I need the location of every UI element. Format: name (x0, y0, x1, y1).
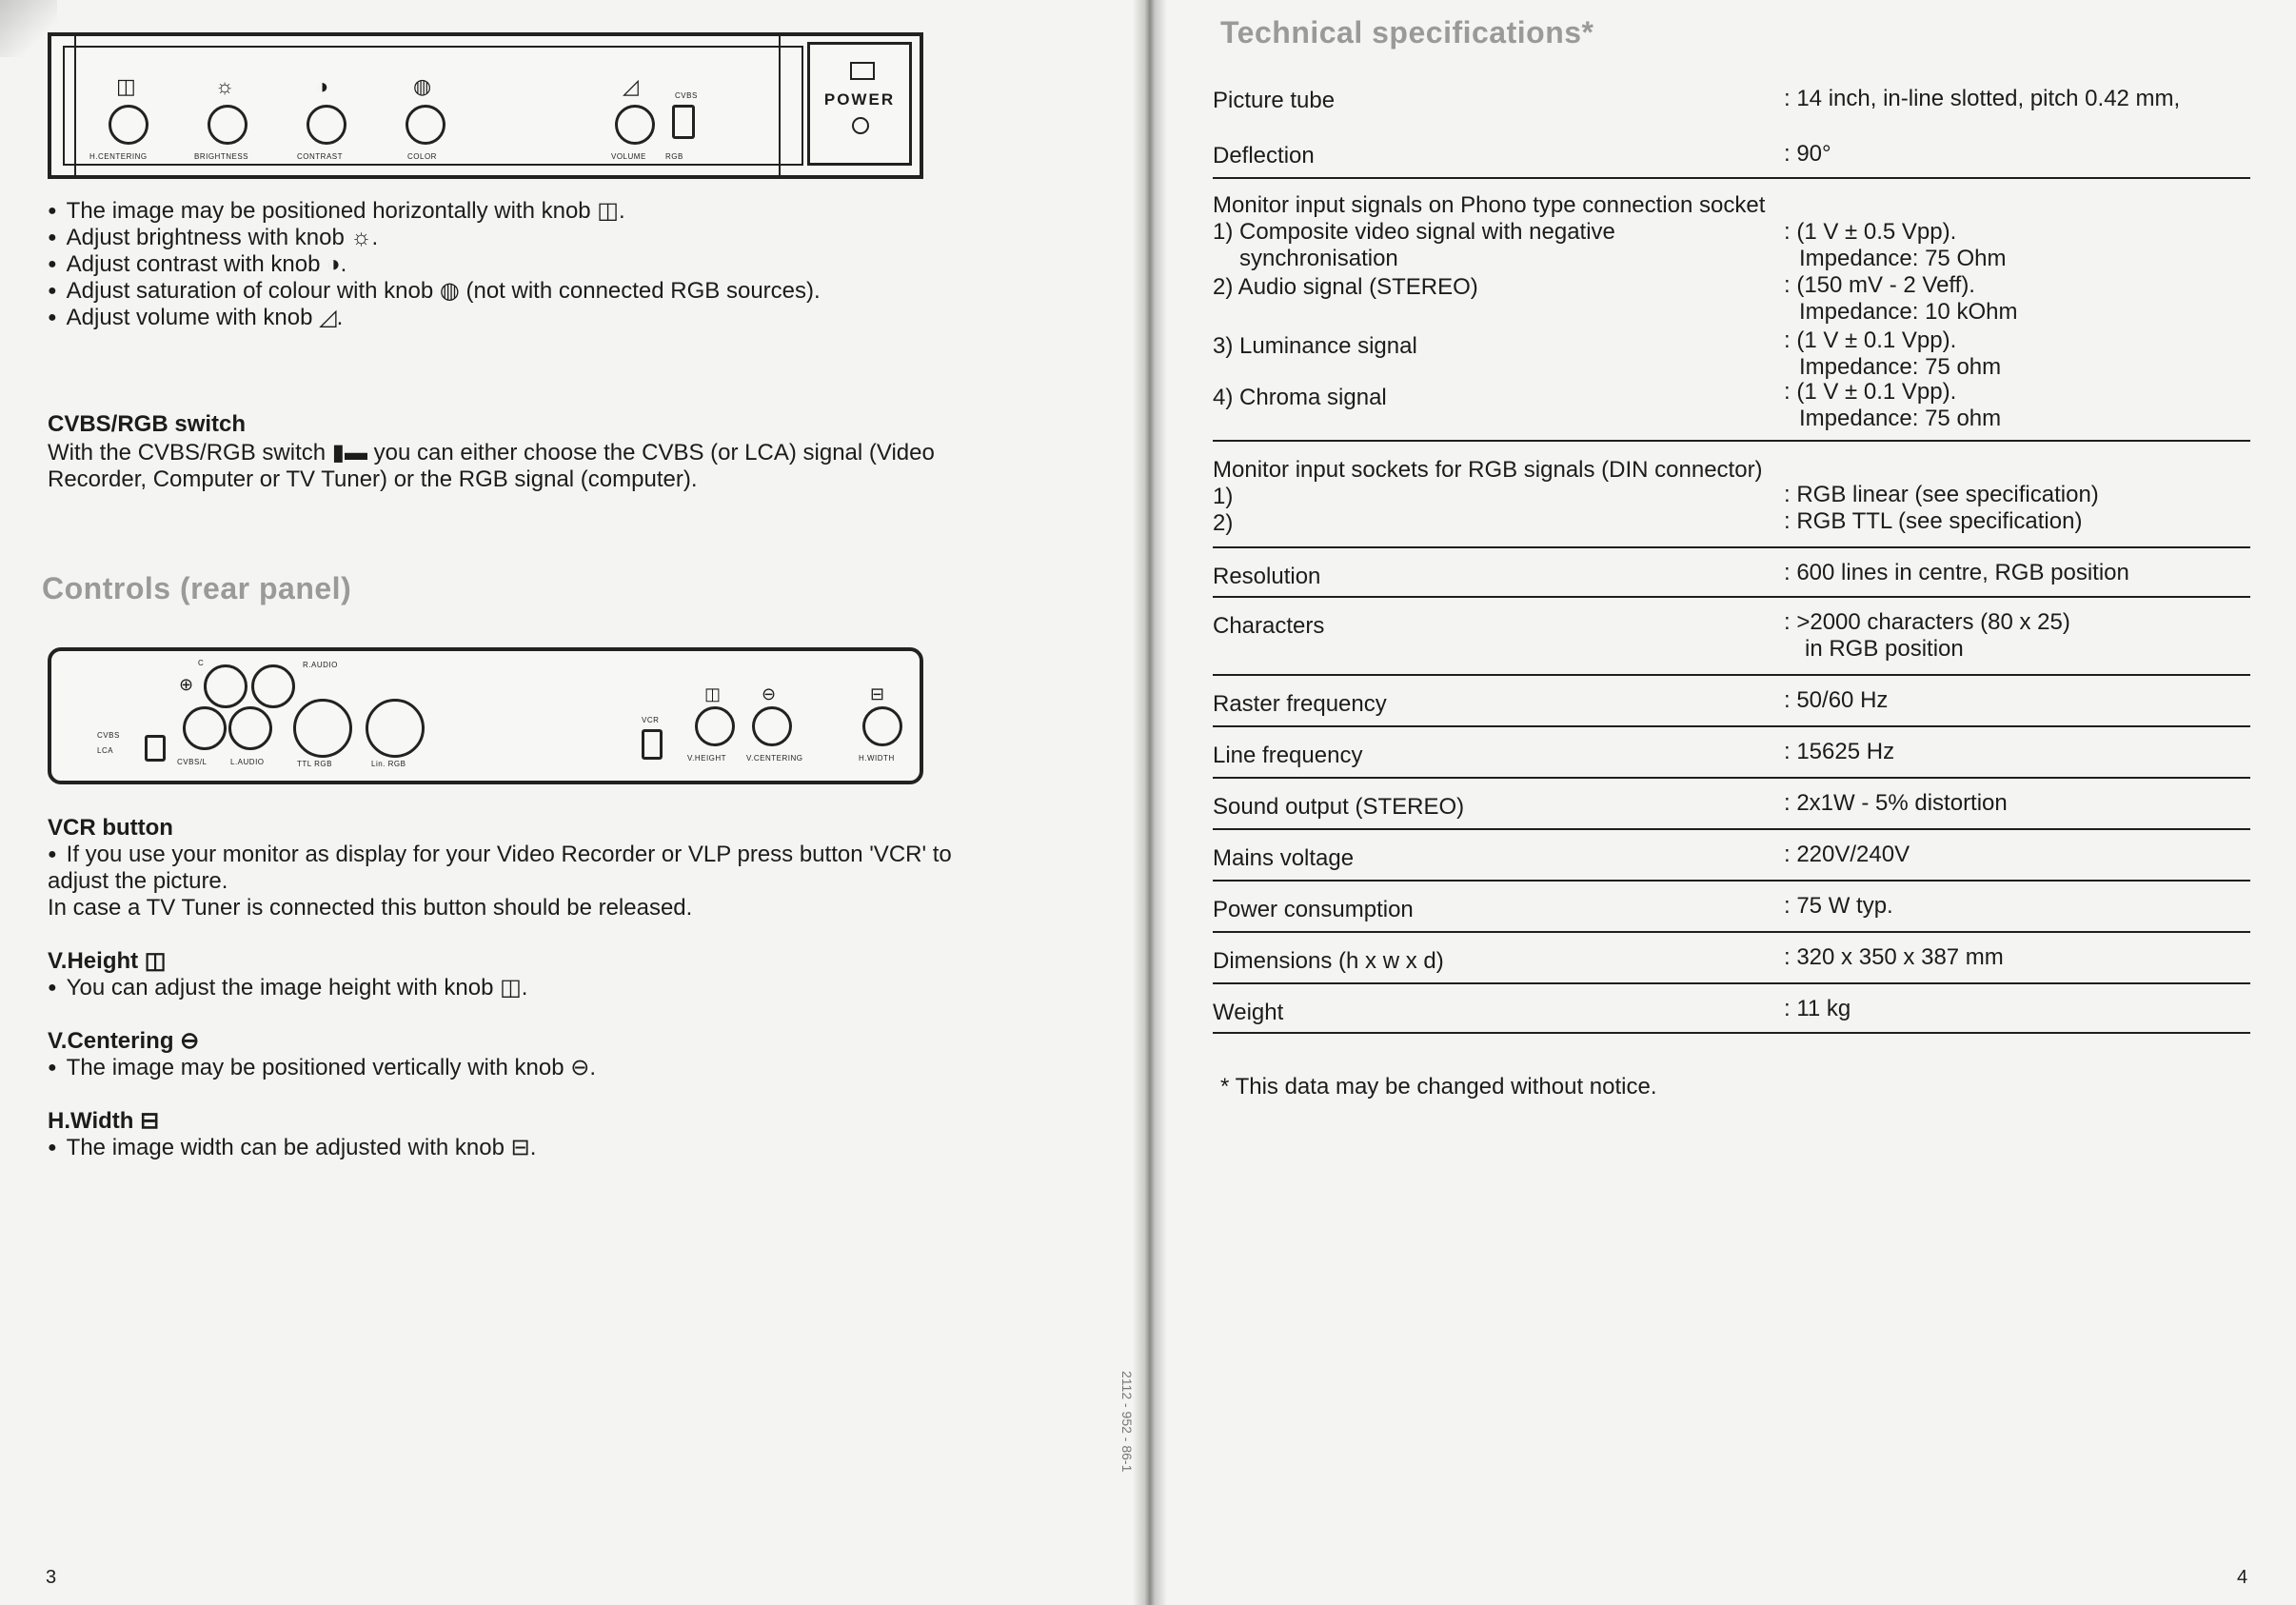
v-centering-knob (752, 706, 792, 746)
rear-label-cvbs: CVBS (97, 731, 120, 740)
spec-picture-tube-value: : 14 inch, in-line slotted, pitch 0.42 mm, (1784, 86, 2181, 111)
spec-characters-value-2: in RGB position (1805, 636, 1964, 662)
spec-line-freq-value: : 15625 Hz (1784, 739, 1895, 764)
rear-label-vcr: VCR (642, 716, 660, 724)
color-icon: ◍ (413, 74, 432, 98)
l-audio-socket (228, 706, 272, 750)
power-button-icon (852, 117, 869, 134)
chroma-icon: ⊕ (179, 675, 194, 694)
front-label-rgb: RGB (665, 152, 683, 161)
v-height-text: ● You can adjust the image height with knob ◫. (48, 975, 1095, 1004)
phono-1-key-2: synchronisation (1239, 246, 1398, 271)
rear-label-cvbs-l: CVBS/L (177, 758, 208, 766)
din-1-value: : RGB linear (see specification) (1784, 482, 2099, 507)
spec-resolution-key: Resolution (1213, 564, 1321, 589)
front-panel-right-edge (779, 36, 803, 175)
spec-rule (1213, 1032, 2250, 1034)
spec-rule (1213, 546, 2250, 548)
color-knob (406, 105, 445, 145)
spec-characters-key: Characters (1213, 613, 1325, 639)
vcr-text-2: adjust the picture. (48, 868, 228, 894)
rear-label-ttl-rgb: TTL RGB (297, 760, 332, 768)
contrast-icon: ◑ (316, 74, 329, 98)
rear-label-r-audio: R.AUDIO (303, 661, 338, 669)
vcr-text-3: In case a TV Tuner is connected this button should be released. (48, 895, 693, 921)
spec-rule (1213, 828, 2250, 830)
phono-2-value-2: Impedance: 10 kOhm (1799, 299, 2018, 325)
spec-dimensions-value: : 320 x 350 x 387 mm (1784, 944, 2004, 970)
front-label-brightness: BRIGHTNESS (194, 152, 249, 161)
spec-rule (1213, 440, 2250, 442)
page-number-left: 3 (46, 1567, 57, 1588)
phono-2-key: 2) Audio signal (STEREO) (1213, 274, 1478, 300)
brightness-icon: ☼ (215, 74, 235, 98)
cvbs-lca-switch (145, 735, 166, 762)
h-width-text: ● The image width can be adjusted with knob ⊟. (48, 1135, 1095, 1164)
spec-weight-key: Weight (1213, 1000, 1284, 1025)
h-width-icon: ⊟ (870, 684, 885, 703)
footnote: * This data may be changed without notice. (1220, 1074, 1657, 1100)
controls-rear-panel-title: Controls (rear panel) (42, 571, 352, 605)
cvbs-rgb-switch (672, 105, 695, 139)
brightness-knob (208, 105, 247, 145)
power-label: POWER (823, 90, 896, 109)
front-label-h-centering: H.CENTERING (89, 152, 148, 161)
front-label-contrast: CONTRAST (297, 152, 343, 161)
h-centering-knob (109, 105, 148, 145)
rear-label-lin-rgb: Lin. RGB (371, 760, 406, 768)
din-2-value: : RGB TTL (see specification) (1784, 508, 2083, 534)
din-2-key: 2) (1213, 510, 1234, 536)
h-width-knob (862, 706, 902, 746)
spec-sound-key: Sound output (STEREO) (1213, 794, 1465, 820)
phono-2-value: : (150 mV - 2 Veff). (1784, 272, 1975, 298)
rear-label-v-height: V.HEIGHT (687, 754, 727, 763)
spec-rule (1213, 777, 2250, 779)
phono-3-value-2: Impedance: 75 ohm (1799, 354, 2002, 380)
spec-dimensions-key: Dimensions (h x w x d) (1213, 948, 1444, 974)
cvbs-rgb-heading: CVBS/RGB switch (48, 411, 247, 437)
contrast-knob (307, 105, 346, 145)
spec-mains-key: Mains voltage (1213, 845, 1355, 871)
spec-resolution-value: : 600 lines in centre, RGB position (1784, 560, 2129, 585)
spec-power-value: : 75 W typ. (1784, 893, 1893, 919)
cvbs-rgb-text-2: Recorder, Computer or TV Tuner) or the RGB signal (computer). (48, 466, 698, 492)
h-width-heading: H.Width ⊟ (48, 1108, 160, 1134)
rear-label-lca: LCA (97, 746, 114, 755)
spec-rule (1213, 880, 2250, 882)
spec-picture-tube-key: Picture tube (1213, 88, 1336, 113)
phono-1-value: : (1 V ± 0.5 Vpp). (1784, 219, 1957, 245)
chroma-socket (204, 664, 247, 708)
spec-raster-key: Raster frequency (1213, 691, 1387, 717)
phono-4-value-2: Impedance: 75 ohm (1799, 406, 2002, 431)
phono-4-value: : (1 V ± 0.1 Vpp). (1784, 379, 1957, 405)
page-number-right: 4 (2237, 1567, 2248, 1588)
spec-rule (1213, 177, 2250, 179)
rear-panel-diagram (48, 647, 923, 784)
vcr-text-1: ● If you use your monitor as display for your Video Recorder or VLP press button 'VCR' to (48, 842, 1095, 871)
v-centering-heading: V.Centering ⊖ (48, 1028, 200, 1054)
volume-knob (615, 105, 655, 145)
rear-label-l-audio: L.AUDIO (230, 758, 265, 766)
bullet-h-centering: ● The image may be positioned horizontally with knob ◫. (48, 198, 1095, 228)
front-label-volume: VOLUME (611, 152, 646, 161)
v-centering-text: ● The image may be positioned vertically with knob ⊖. (48, 1055, 1095, 1084)
spec-sound-value: : 2x1W - 5% distortion (1784, 790, 2008, 816)
spec-mains-value: : 220V/240V (1784, 842, 1910, 867)
vcr-button-heading: VCR button (48, 815, 173, 841)
cvbs-l-socket (183, 706, 227, 750)
r-audio-socket (251, 664, 295, 708)
spec-deflection-key: Deflection (1213, 143, 1315, 168)
book-gutter (1133, 0, 1167, 1605)
front-panel-diagram (48, 32, 923, 179)
v-height-icon: ◫ (704, 684, 722, 703)
spec-line-freq-key: Line frequency (1213, 743, 1363, 768)
spec-power-key: Power consumption (1213, 897, 1414, 922)
phono-1-key: 1) Composite video signal with negative (1213, 219, 1615, 245)
phono-1-value-2: Impedance: 75 Ohm (1799, 246, 2007, 271)
front-label-cvbs: CVBS (675, 91, 698, 100)
bullet-brightness: ● Adjust brightness with knob ☼. (48, 225, 1095, 254)
vcr-button (642, 729, 663, 760)
spec-characters-value: : >2000 characters (80 x 25) (1784, 609, 2070, 635)
spec-weight-value: : 11 kg (1784, 996, 1851, 1021)
phono-3-value: : (1 V ± 0.1 Vpp). (1784, 327, 1957, 353)
v-height-heading: V.Height ◫ (48, 948, 167, 974)
lin-rgb-socket (366, 699, 425, 758)
rear-label-v-centering: V.CENTERING (746, 754, 803, 763)
bullet-contrast: ● Adjust contrast with knob ◑. (48, 251, 1095, 281)
bullet-colour: ● Adjust saturation of colour with knob ◍ (not with connected RGB sources). (48, 278, 1095, 307)
phono-3-key: 3) Luminance signal (1213, 333, 1417, 359)
front-label-color: COLOR (407, 152, 437, 161)
power-indicator-icon (850, 62, 875, 80)
volume-icon: ◿ (623, 74, 639, 98)
din-1-key: 1) (1213, 484, 1234, 509)
spec-rule (1213, 596, 2250, 598)
spec-rule (1213, 931, 2250, 933)
v-centering-icon: ⊖ (762, 684, 777, 703)
v-height-knob (695, 706, 735, 746)
din-heading: Monitor input sockets for RGB signals (DIN connector) (1213, 457, 1763, 483)
h-centering-icon: ◫ (116, 74, 136, 98)
tech-spec-title: Technical specifications* (1220, 15, 1594, 50)
power-box (807, 42, 912, 166)
rear-label-h-width: H.WIDTH (859, 754, 895, 763)
spec-rule (1213, 674, 2250, 676)
cvbs-rgb-text-1: With the CVBS/RGB switch ▮▬ you can either choose the CVBS (or LCA) signal (Video (48, 440, 935, 466)
margin-code: 2112 - 952 - 86-1 (1119, 1371, 1135, 1473)
spec-raster-value: : 50/60 Hz (1784, 687, 1889, 713)
phono-heading: Monitor input signals on Phono type connection socket (1213, 192, 1766, 218)
spec-rule (1213, 725, 2250, 727)
phono-4-key: 4) Chroma signal (1213, 385, 1387, 410)
bullet-volume: ● Adjust volume with knob ◿. (48, 305, 1095, 334)
spec-rule (1213, 982, 2250, 984)
rear-label-c: C (198, 659, 205, 667)
spec-deflection-value: : 90° (1784, 141, 1831, 167)
ttl-rgb-socket (293, 699, 352, 758)
